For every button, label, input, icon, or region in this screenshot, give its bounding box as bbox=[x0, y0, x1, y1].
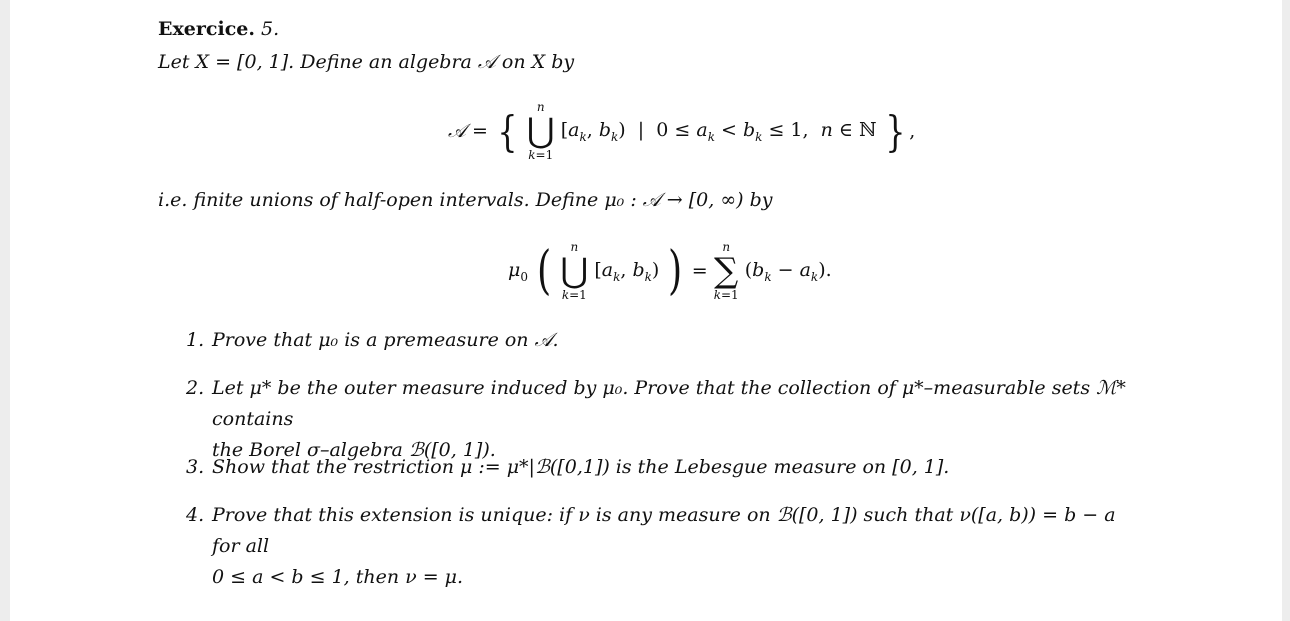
exercise-number: 5. bbox=[261, 18, 280, 40]
exercise-label: Exercice. bbox=[158, 18, 255, 40]
exercise-intro: Let X = [0, 1]. Define an algebra 𝒜 on X by bbox=[158, 51, 575, 73]
item-text-line2: 0 ≤ a < b ≤ 1, then ν = μ. bbox=[212, 566, 464, 588]
item-number: 1. bbox=[186, 329, 205, 351]
item-text: Show that the restriction μ := μ*|ℬ([0,1]) is the Lebesgue measure on [0, 1]. bbox=[212, 456, 950, 478]
item-text-line1: Prove that this extension is unique: if ν is any measure on ℬ([0, 1]) such that ν([a, b)) = b − a for all bbox=[212, 504, 1116, 557]
ie-text: i.e. finite unions of half-open intervals. Define μ₀ : 𝒜 → [0, ∞) by bbox=[158, 189, 773, 211]
exercise-heading bbox=[158, 18, 279, 40]
list-item-4 bbox=[186, 500, 1146, 593]
item-number: 3. bbox=[186, 456, 205, 478]
item-text: Prove that μ₀ is a premeasure on 𝒜. bbox=[212, 329, 559, 351]
list-item-1 bbox=[186, 325, 1146, 356]
item-text-line1: Let μ* be the outer measure induced by μ₀. Prove that the collection of μ*–measurable sets ℳ* contains bbox=[212, 377, 1126, 430]
item-number: 2. bbox=[186, 377, 205, 399]
algebra-formula: 𝒜 = { n ⋃ k=1 [$a_k$, $b_k$) | $0 \le a_k < b_k \le 1$, n ∈ ℕ } , bbox=[448, 100, 916, 162]
document-page bbox=[10, 0, 1282, 621]
measure-formula: $\mu_0$ ( n ⋃ k=1 [$a_k$, $b_k$) ) = n ∑ k=1 $(b_k - a_k)$. bbox=[508, 240, 832, 302]
item-text-line2: the Borel σ–algebra ℬ([0, 1]). bbox=[212, 439, 496, 461]
item-number: 4. bbox=[186, 504, 205, 526]
list-item-3 bbox=[186, 452, 1146, 483]
